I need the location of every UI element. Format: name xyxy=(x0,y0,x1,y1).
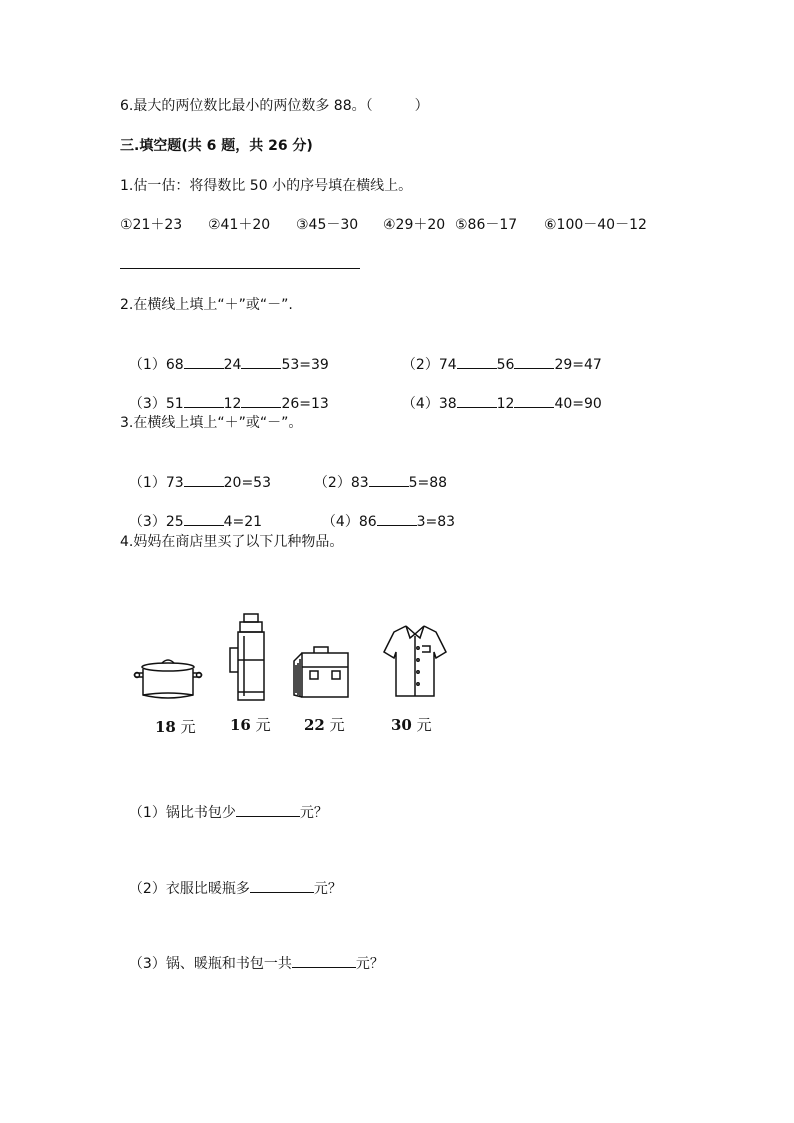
q2-item-mid: 12 xyxy=(223,396,242,412)
q3-item-label: （2）83 xyxy=(313,475,369,491)
option-5: ⑤86－17 xyxy=(455,217,518,233)
q3-item-tail: 3=83 xyxy=(416,514,456,530)
q2-item-tail: 53=39 xyxy=(281,357,329,373)
question-2-prompt: 2.在横线上填上“＋”或“－”. xyxy=(120,297,293,313)
q2-item-label: （1）68 xyxy=(128,357,184,373)
price-schoolbag: 22 元 xyxy=(304,716,345,734)
q3-item-3 xyxy=(120,491,262,532)
q2-item-tail: 29=47 xyxy=(554,357,602,373)
thermos-icon xyxy=(226,612,274,702)
q4-sub-unit: 元？ xyxy=(355,956,384,972)
q3-item-label: （3）25 xyxy=(128,514,184,530)
price-thermos: 16 元 xyxy=(230,716,271,734)
q3-item-label: （4）86 xyxy=(321,514,377,530)
q4-sub-1 xyxy=(120,782,328,823)
answer-blank[interactable] xyxy=(250,878,314,893)
answer-blank[interactable] xyxy=(241,393,281,408)
shirt-icon xyxy=(382,622,448,698)
price-pot: 18 元 xyxy=(155,718,196,736)
answer-blank[interactable] xyxy=(377,511,417,526)
q4-sub-2 xyxy=(120,858,342,899)
q2-item-mid: 12 xyxy=(496,396,515,412)
option-3: ③45－30 xyxy=(296,217,359,233)
section-heading: 三.填空题(共 6 题，共 26 分) xyxy=(120,138,313,154)
answer-blank[interactable] xyxy=(236,802,300,817)
answer-blank[interactable] xyxy=(369,472,409,487)
answer-blank[interactable] xyxy=(514,354,554,369)
q4-sub-unit: 元？ xyxy=(313,881,342,897)
q4-sub-text: （1）锅比书包少 xyxy=(128,805,236,821)
option-1: ①21＋23 xyxy=(120,217,183,233)
question-3-prompt: 3.在横线上填上“＋”或“－”。 xyxy=(120,415,303,431)
q3-item-1 xyxy=(120,452,271,493)
q4-sub-text: （2）衣服比暖瓶多 xyxy=(128,881,250,897)
option-2: ②41＋20 xyxy=(208,217,271,233)
answer-blank[interactable] xyxy=(184,393,224,408)
q3-item-label: （1）73 xyxy=(128,475,184,491)
answer-blank[interactable] xyxy=(457,354,497,369)
q4-sub-3 xyxy=(120,933,384,974)
q2-item-4 xyxy=(393,373,602,414)
answer-line[interactable] xyxy=(120,268,360,269)
q3-item-4 xyxy=(313,491,455,532)
answer-blank[interactable] xyxy=(184,354,224,369)
q2-item-tail: 40=90 xyxy=(554,396,602,412)
q2-item-3 xyxy=(120,373,329,414)
answer-blank[interactable] xyxy=(184,472,224,487)
q2-item-2 xyxy=(393,334,602,375)
q2-item-mid: 56 xyxy=(496,357,515,373)
q3-item-tail: 4=21 xyxy=(223,514,263,530)
q2-item-label: （4）38 xyxy=(401,396,457,412)
option-4: ④29＋20 xyxy=(383,217,446,233)
schoolbag-icon xyxy=(292,643,350,699)
q2-item-label: （2）74 xyxy=(401,357,457,373)
q3-item-tail: 20=53 xyxy=(223,475,271,491)
answer-blank[interactable] xyxy=(292,953,356,968)
answer-blank[interactable] xyxy=(457,393,497,408)
q3-item-2 xyxy=(305,452,447,493)
pot-icon xyxy=(132,655,204,705)
q3-item-tail: 5=88 xyxy=(408,475,448,491)
question-1-prompt: 1.估一估：将得数比 50 小的序号填在横线上。 xyxy=(120,178,413,194)
answer-blank[interactable] xyxy=(241,354,281,369)
q2-item-label: （3）51 xyxy=(128,396,184,412)
q2-item-mid: 24 xyxy=(223,357,242,373)
q4-sub-text: （3）锅、暖瓶和书包一共 xyxy=(128,956,292,972)
price-shirt: 30 元 xyxy=(391,716,432,734)
answer-blank[interactable] xyxy=(184,511,224,526)
q2-item-tail: 26=13 xyxy=(281,396,329,412)
q2-item-1 xyxy=(120,334,329,375)
question-4-prompt: 4.妈妈在商店里买了以下几种物品。 xyxy=(120,534,344,550)
answer-blank[interactable] xyxy=(514,393,554,408)
option-6: ⑥100－40－12 xyxy=(544,217,647,233)
q4-sub-unit: 元？ xyxy=(299,805,328,821)
question-6: 6.最大的两位数比最小的两位数多 88。（ ） xyxy=(120,98,429,114)
